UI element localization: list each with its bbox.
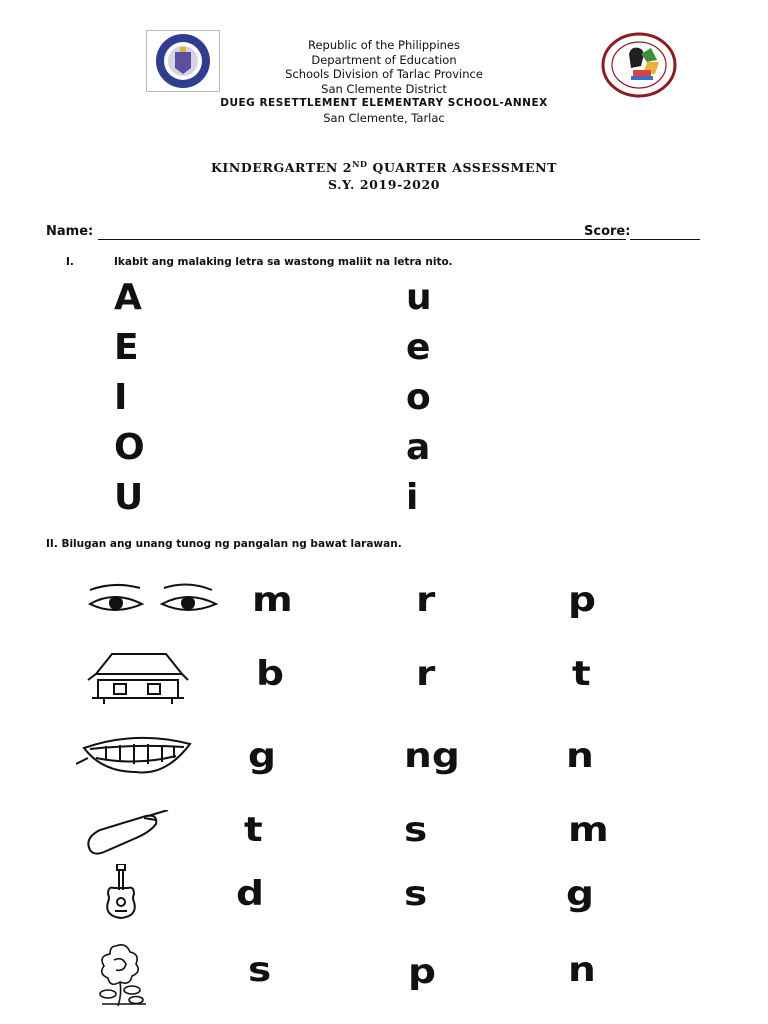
header-school: DUEG RESETTLEMENT ELEMENTARY SCHOOL-ANNEX	[220, 97, 548, 109]
lowercase-letter[interactable]: e	[406, 327, 431, 368]
house-icon	[84, 650, 190, 706]
uppercase-letter[interactable]: I	[114, 377, 128, 418]
lowercase-letter[interactable]: i	[406, 477, 419, 518]
score-field[interactable]	[630, 239, 700, 240]
lowercase-letter[interactable]: a	[406, 427, 431, 468]
header-district: San Clemente District	[321, 81, 447, 96]
choice-letter[interactable]: s	[248, 950, 272, 990]
choice-letter[interactable]: m	[568, 810, 609, 850]
eggplant-icon	[84, 810, 170, 856]
choice-letter[interactable]: ng	[404, 736, 460, 776]
choice-letter[interactable]: s	[404, 874, 428, 914]
choice-letter[interactable]: n	[566, 736, 594, 776]
choice-letter[interactable]: b	[256, 654, 284, 694]
choice-letter[interactable]: g	[566, 874, 594, 914]
choice-letter[interactable]: d	[236, 874, 264, 914]
eyes-icon	[84, 582, 220, 616]
choice-letter[interactable]: s	[404, 810, 428, 850]
header-division: Schools Division of Tarlac Province	[285, 67, 483, 81]
choice-letter[interactable]: p	[568, 580, 596, 620]
mouth-icon	[76, 734, 196, 774]
choice-letter[interactable]: m	[252, 580, 293, 620]
lowercase-letter[interactable]: u	[406, 277, 432, 318]
uppercase-letter[interactable]: A	[114, 277, 142, 318]
name-field[interactable]	[98, 239, 626, 240]
lowercase-letter[interactable]: o	[406, 377, 431, 418]
choice-letter[interactable]: n	[568, 950, 596, 990]
choice-letter[interactable]: p	[408, 952, 436, 992]
uppercase-letter[interactable]: O	[114, 427, 145, 468]
part1-instruction: Ikabit ang malaking letra sa wastong maliit na letra nito.	[114, 256, 453, 268]
name-label: Name:	[46, 224, 94, 239]
choice-letter[interactable]: g	[248, 736, 276, 776]
header-location: San Clemente, Tarlac	[323, 110, 445, 125]
score-label: Score:	[584, 224, 631, 239]
part1-number: I.	[66, 256, 74, 268]
uppercase-letter[interactable]: U	[114, 477, 144, 518]
choice-letter[interactable]: r	[416, 580, 436, 620]
uppercase-letter[interactable]: E	[114, 327, 139, 368]
header-republic: Republic of the Philippines	[307, 38, 461, 52]
title-school-year: S.Y. 2019-2020	[327, 177, 441, 193]
flower-plant-icon	[96, 942, 156, 1008]
part2-instruction: II. Bilugan ang unang tunog ng pangalan ng bawat larawan.	[46, 538, 402, 550]
letterhead	[0, 38, 768, 125]
choice-letter[interactable]: t	[244, 810, 263, 850]
header-department: Department of Education	[311, 52, 457, 67]
assessment-title	[0, 156, 768, 193]
guitar-icon	[100, 864, 142, 920]
choice-letter[interactable]: t	[572, 654, 591, 694]
choice-letter[interactable]: r	[416, 654, 436, 694]
title-line-1: KINDERGARTEN 2ND QUARTER ASSESSMENT	[210, 159, 558, 176]
